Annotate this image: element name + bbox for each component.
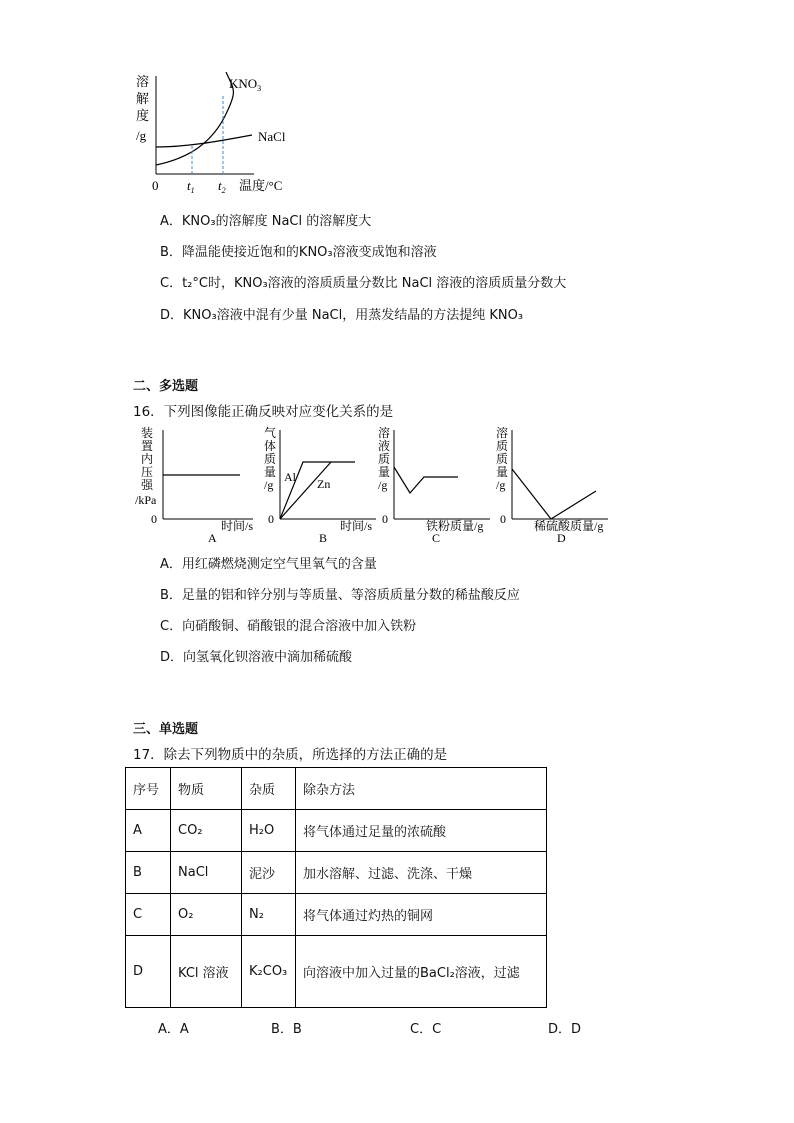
table-row <box>126 810 547 852</box>
y-axis-label-1: 溶 <box>136 74 150 89</box>
cell: 向溶液中加入过量的BaCl₂溶液，过滤 <box>296 936 547 1008</box>
graph-d-line <box>512 469 596 519</box>
table-row <box>126 852 547 894</box>
solubility-graph <box>130 70 300 200</box>
q15-option-d: D．KNO₃溶液中混有少量 NaCl，用蒸发结晶的方法提纯 KNO₃ <box>160 308 524 323</box>
graph-b-ylabel-2: 体 <box>264 439 277 453</box>
graph-c-ylabel-2: 液 <box>378 439 391 453</box>
header-impurity: 杂质 <box>242 768 296 810</box>
graph-c-ylabel-3: 质 <box>378 452 391 466</box>
q16-option-a: A．用红磷燃烧测定空气里氧气的含量 <box>160 557 377 572</box>
kno3-label: $KNO_3$ <box>229 76 262 93</box>
q16-option-d: D．向氢氧化钡溶液中滴加稀硫酸 <box>160 650 353 665</box>
cell: 将气体通过灼热的铜网 <box>296 894 547 936</box>
q16-graph-d <box>490 425 615 545</box>
graph-c-ylabel-5: /g <box>378 478 388 492</box>
table-row <box>126 894 547 936</box>
graph-c-ylabel-4: 量 <box>378 465 391 479</box>
graph-c-origin: 0 <box>382 512 388 526</box>
graph-a-origin: 0 <box>151 512 157 526</box>
graph-a-ylabel-6: /kPa <box>135 493 157 507</box>
q17-answer-d: D．D <box>548 1022 582 1037</box>
q15-option-a: A．KNO₃的溶解度 NaCl 的溶解度大 <box>160 214 372 229</box>
graph-a-ylabel-3: 内 <box>141 452 154 466</box>
graph-a-ylabel-1: 装 <box>141 426 154 440</box>
t2-label: $t_2$ <box>218 178 226 195</box>
graph-b-al-label: Al <box>284 470 296 484</box>
x-axis-label: 温度/°C <box>239 178 283 193</box>
t1-label: $t_1$ <box>187 178 195 195</box>
q16-stem: 16．下列图像能正确反映对应变化关系的是 <box>133 404 394 420</box>
y-axis-label-4: /g <box>136 128 147 143</box>
graph-d-xlabel: 稀硫酸质量/g <box>534 519 604 533</box>
origin-label: 0 <box>152 178 159 193</box>
q15-option-b: B．降温能使接近饱和的KNO₃溶液变成饱和溶液 <box>160 245 437 260</box>
q17-answer-a: A．A <box>158 1022 189 1037</box>
kno3-curve <box>156 72 233 165</box>
section-3-title: 三、单选题 <box>133 722 199 737</box>
graph-c-ylabel-1: 溶 <box>378 426 391 440</box>
q17-table <box>125 767 547 1008</box>
table-header-row <box>126 768 547 810</box>
q16-option-c: C．向硝酸铜、硝酸银的混合溶液中加入铁粉 <box>160 619 417 634</box>
cell: NaCl <box>171 852 242 894</box>
section-2-title: 二、多选题 <box>133 379 199 394</box>
graph-a-ylabel-5: 强 <box>141 478 154 492</box>
header-index: 序号 <box>126 768 171 810</box>
cell: D <box>126 936 171 1008</box>
q17-answer-c: C．C <box>410 1022 442 1037</box>
cell: 将气体通过足量的浓硫酸 <box>296 810 547 852</box>
graph-d-ylabel-1: 溶 <box>496 426 509 440</box>
cell: CO₂ <box>171 810 242 852</box>
cell: K₂CO₃ <box>242 936 296 1008</box>
q17-answer-b: B．B <box>271 1022 302 1037</box>
q16-graph-b <box>258 425 383 545</box>
nacl-label: NaCl <box>258 129 286 144</box>
graph-d-ylabel-2: 质 <box>496 439 509 453</box>
graph-b-origin: 0 <box>268 512 274 526</box>
graph-d-caption: D <box>557 531 566 545</box>
cell: O₂ <box>171 894 242 936</box>
cell: 泥沙 <box>242 852 296 894</box>
table-row <box>126 936 547 1008</box>
graph-d-ylabel-5: /g <box>496 478 506 492</box>
graph-c-caption: C <box>432 531 441 545</box>
graph-d-origin: 0 <box>500 512 506 526</box>
cell: H₂O <box>242 810 296 852</box>
q16-graph-c <box>372 425 497 545</box>
q15-option-c: C．t₂°C时，KNO₃溶液的溶质质量分数比 NaCl 溶液的溶质质量分数大 <box>160 276 567 291</box>
y-axis-label-2: 解 <box>136 91 150 106</box>
graph-b-ylabel-5: /g <box>264 478 274 492</box>
graph-b-xlabel: 时间/s <box>340 519 373 533</box>
cell: N₂ <box>242 894 296 936</box>
cell: 加水溶解、过滤、洗涤、干燥 <box>296 852 547 894</box>
graph-d-ylabel-3: 质 <box>496 452 509 466</box>
graph-b-ylabel-1: 气 <box>264 426 277 440</box>
graph-d-ylabel-4: 量 <box>496 465 509 479</box>
graph-b-ylabel-3: 质 <box>264 452 277 466</box>
cell: B <box>126 852 171 894</box>
cell: KCl 溶液 <box>171 936 242 1008</box>
header-substance: 物质 <box>171 768 242 810</box>
graph-b-ylabel-4: 量 <box>264 465 277 479</box>
graph-a-ylabel-4: 压 <box>141 465 154 479</box>
q16-graph-a <box>135 425 260 545</box>
graph-b-caption: B <box>319 531 328 545</box>
y-axis-label-3: 度 <box>136 108 150 123</box>
cell: C <box>126 894 171 936</box>
q17-stem: 17．除去下列物质中的杂质，所选择的方法正确的是 <box>133 747 448 763</box>
nacl-curve <box>156 135 252 147</box>
graph-a-ylabel-2: 置 <box>141 439 154 453</box>
graph-c-line <box>394 467 458 493</box>
graph-b-zn-label: Zn <box>317 477 331 491</box>
graph-a-caption: A <box>208 531 217 545</box>
cell: A <box>126 810 171 852</box>
graph-a-xlabel: 时间/s <box>221 519 254 533</box>
header-method: 除杂方法 <box>296 768 547 810</box>
graph-c-xlabel: 铁粉质量/g <box>426 519 484 533</box>
q16-option-b: B．足量的铝和锌分别与等质量、等溶质质量分数的稀盐酸反应 <box>160 588 520 603</box>
